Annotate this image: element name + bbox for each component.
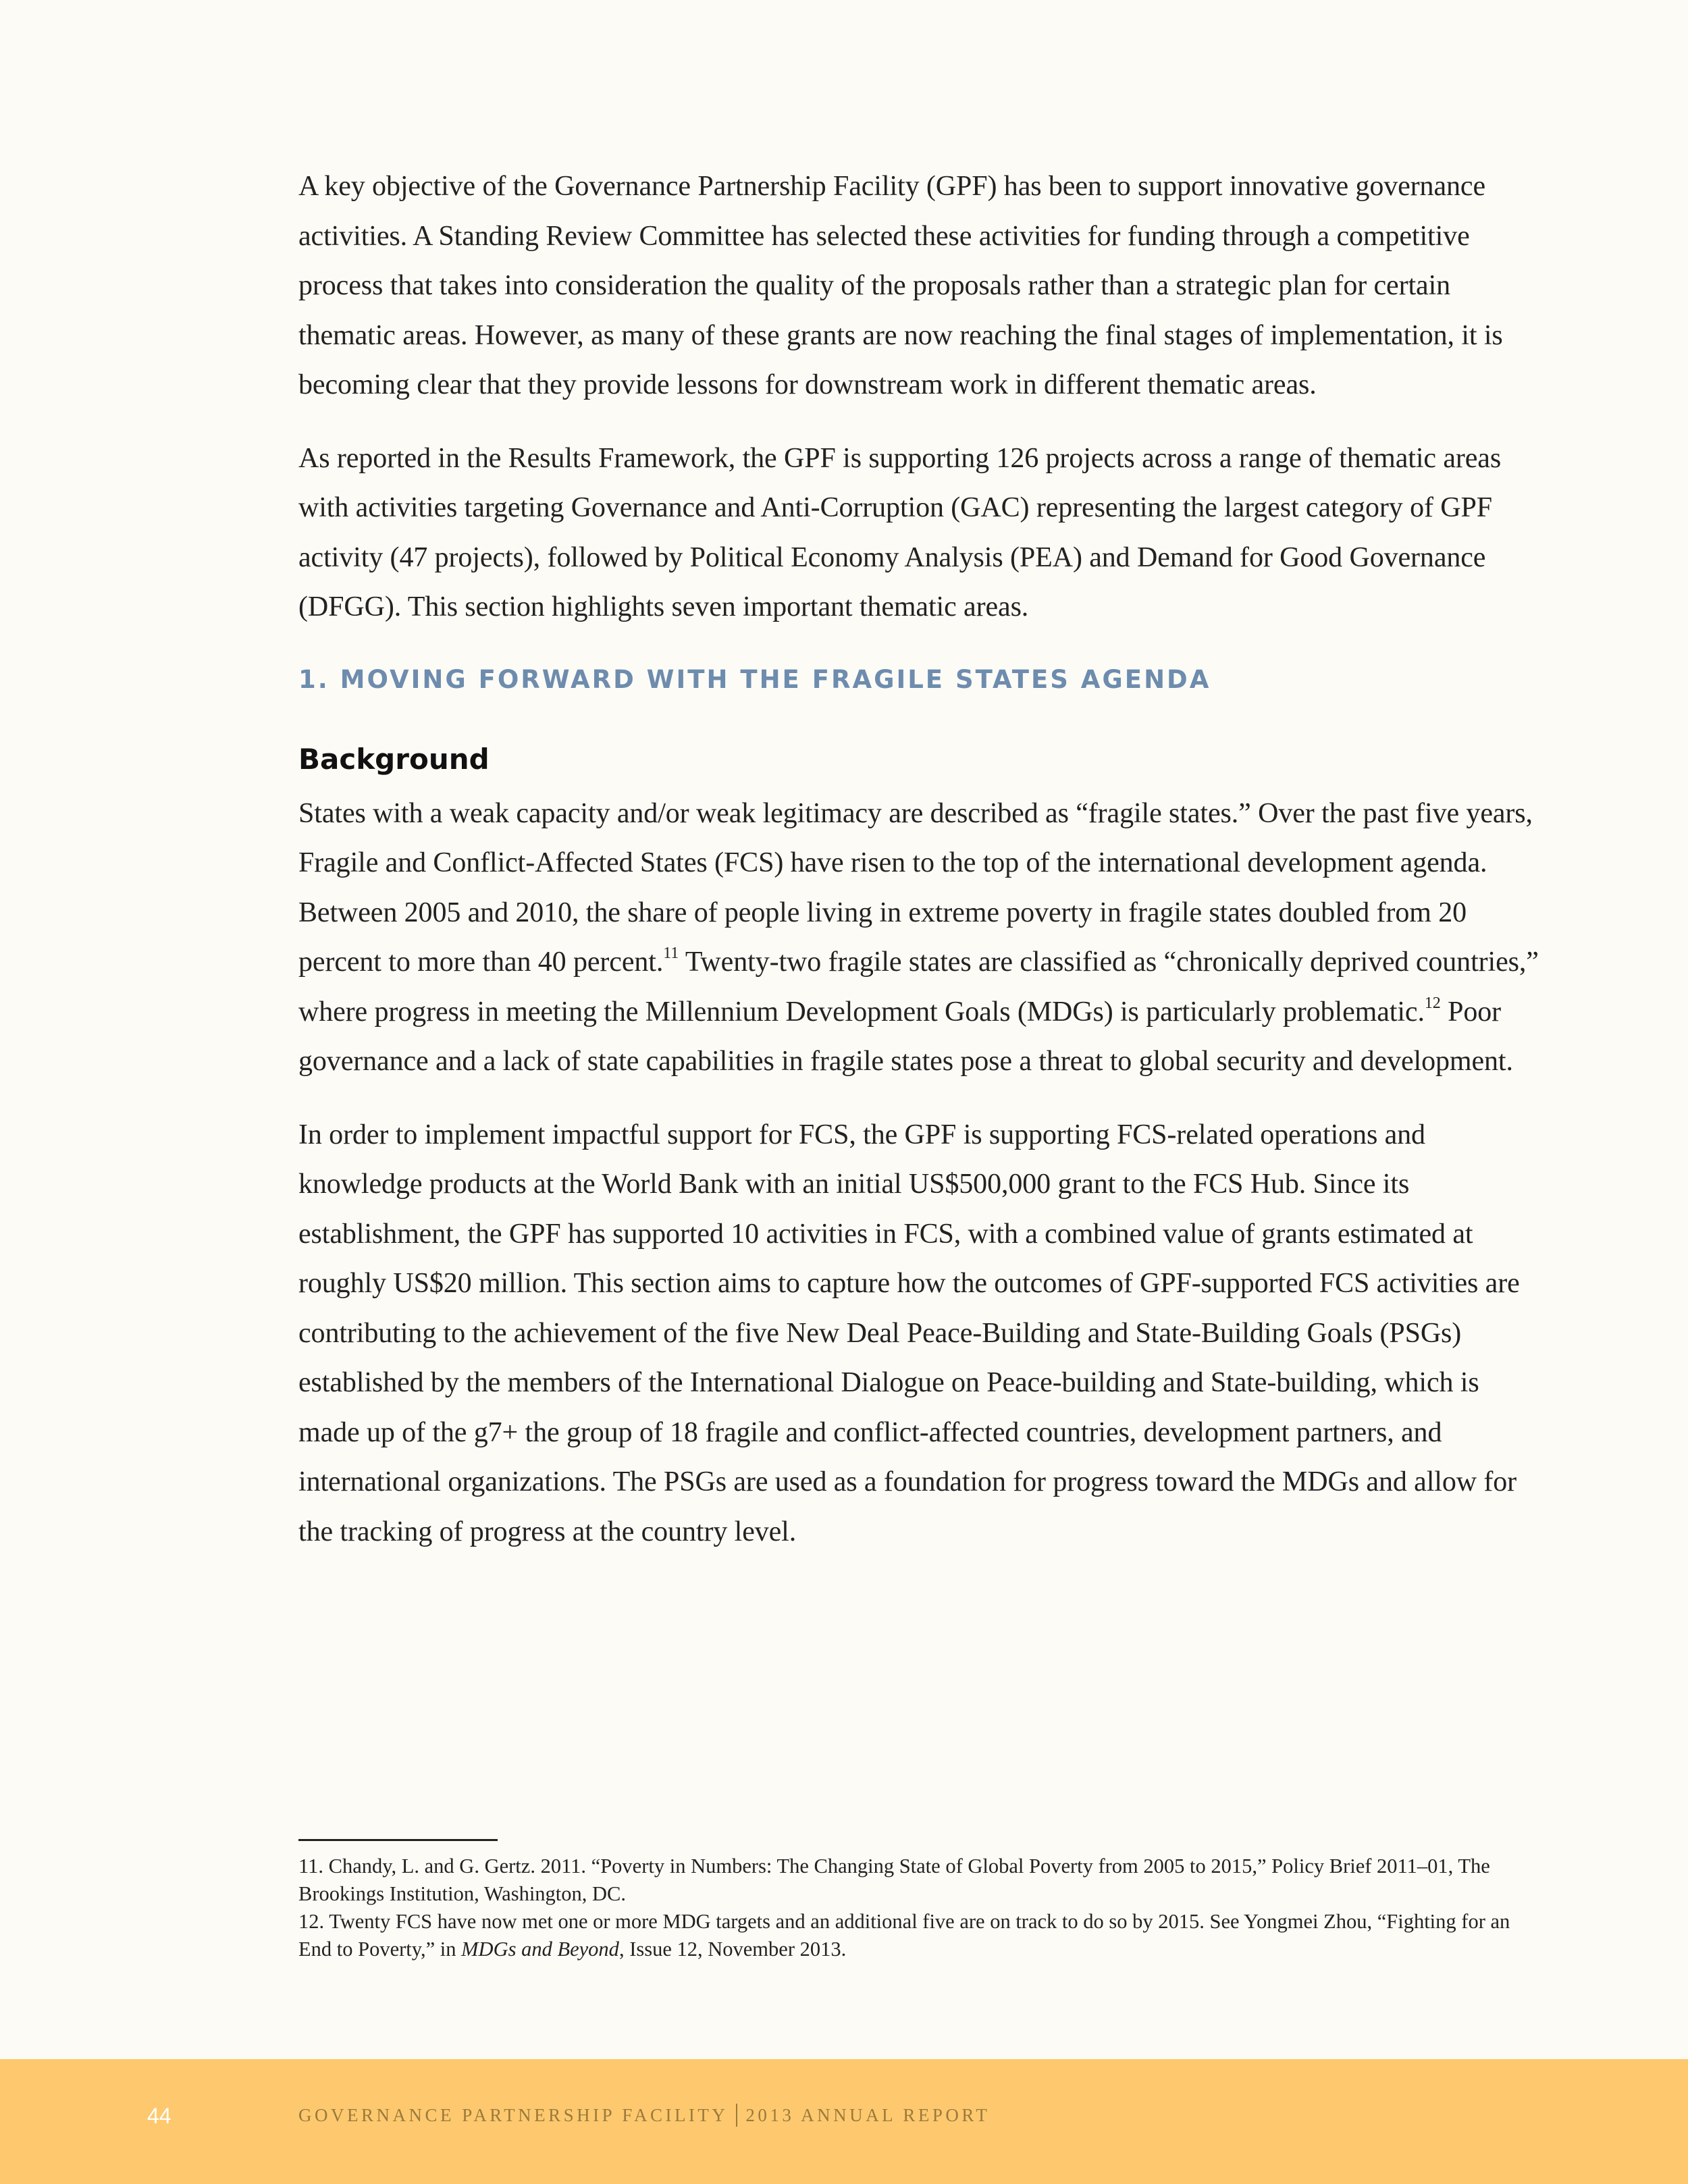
intro-paragraph-1: A key objective of the Governance Partnership Facility (GPF) has been to support innovative governance activities. A Standing Review Committee has selected these activities for funding through a competitive process that takes into consideration the quality of the proposals rather than a strategic plan for certain thematic areas. However, as many of these grants are now reaching the final stages of implementation, it is becoming clear that they provide lessons for downstream work in different thematic areas.	[298, 171, 1503, 400]
subheading-background: Background	[298, 742, 490, 776]
footnote-11: 11. Chandy, L. and G. Gertz. 2011. “Poverty in Numbers: The Changing State of Global Poverty from 2005 to 2015,” Policy Brief 2011–01, The Brookings Institution, Washington, DC.	[298, 1855, 1490, 1905]
footnote-12-text-a: 12. Twenty FCS have now met one or more MDG targets and an additional five are on track to do so by 2015. See Yongmei Zhou, “Fighting for an End to Poverty,” in	[298, 1910, 1510, 1961]
main-content	[298, 162, 1541, 1580]
background-paragraph-1	[298, 789, 1541, 1087]
section-heading: 1. MOVING FORWARD WITH THE FRAGILE STATES AGENDA	[298, 664, 1211, 694]
footnote-ref-11[interactable]: 11	[663, 944, 679, 962]
footnote-12	[298, 1908, 1541, 1963]
footnote-divider	[298, 1839, 498, 1841]
running-footer	[298, 2105, 990, 2129]
background-paragraph-1-part-a: States with a weak capacity and/or weak legitimacy are described as “fragile states.” Over the past five years, Fragile and Conflict-Affected States (FCS) have risen to the top of the international development agenda. Between 2005 and 2010, the share of people living in extreme poverty in fragile states doubled from 20 percent to more than 40 percent.	[298, 797, 1533, 978]
background-paragraph-2: In order to implement impactful support for FCS, the GPF is supporting FCS-related operations and knowledge products at the World Bank with an initial US$500,000 grant to the FCS Hub. Since its establishment, the GPF has supported 10 activities in FCS, with a combined value of grants estimated at roughly US$20 million. This section aims to capture how the outcomes of GPF-supported FCS activities are contributing to the achievement of the five New Deal Peace-Building and State-Building Goals (PSGs) established by the members of the International Dialogue on Peace-building and State-building, which is made up of the g7+ the group of 18 fragile and conflict-affected countries, development partners, and international organizations. The PSGs are used as a foundation for progress toward the MDGs and allow for the tracking of progress at the country level.	[298, 1119, 1520, 1547]
background-paragraph-1-part-c: Poor governance and a lack of state capabilities in fragile states pose a threat to global security and development.	[298, 996, 1513, 1077]
footer-report: 2013 ANNUAL REPORT	[745, 2105, 991, 2125]
footer-publication: GOVERNANCE PARTNERSHIP FACILITY	[298, 2105, 729, 2125]
footer-separator	[736, 2104, 737, 2127]
page-number: 44	[147, 2104, 172, 2128]
footnote-12-title: MDGs and Beyond	[461, 1938, 619, 1961]
background-paragraph-1-part-b: Twenty-two fragile states are classified as “chronically deprived countries,” where progress in meeting the Millennium Development Goals (MDGs) is particularly problematic.	[298, 947, 1539, 1028]
intro-paragraph-2: As reported in the Results Framework, the GPF is supporting 126 projects across a range of thematic areas with activities targeting Governance and Anti-Corruption (GAC) representing the largest category of GPF activity (47 projects), followed by Political Economy Analysis (PEA) and Demand for Good Governance (DFGG). This section highlights seven important thematic areas.	[298, 442, 1502, 622]
footnotes	[298, 1853, 1541, 1963]
footnote-ref-12[interactable]: 12	[1424, 994, 1441, 1012]
footnote-12-text-b: , Issue 12, November 2013.	[618, 1938, 847, 1961]
